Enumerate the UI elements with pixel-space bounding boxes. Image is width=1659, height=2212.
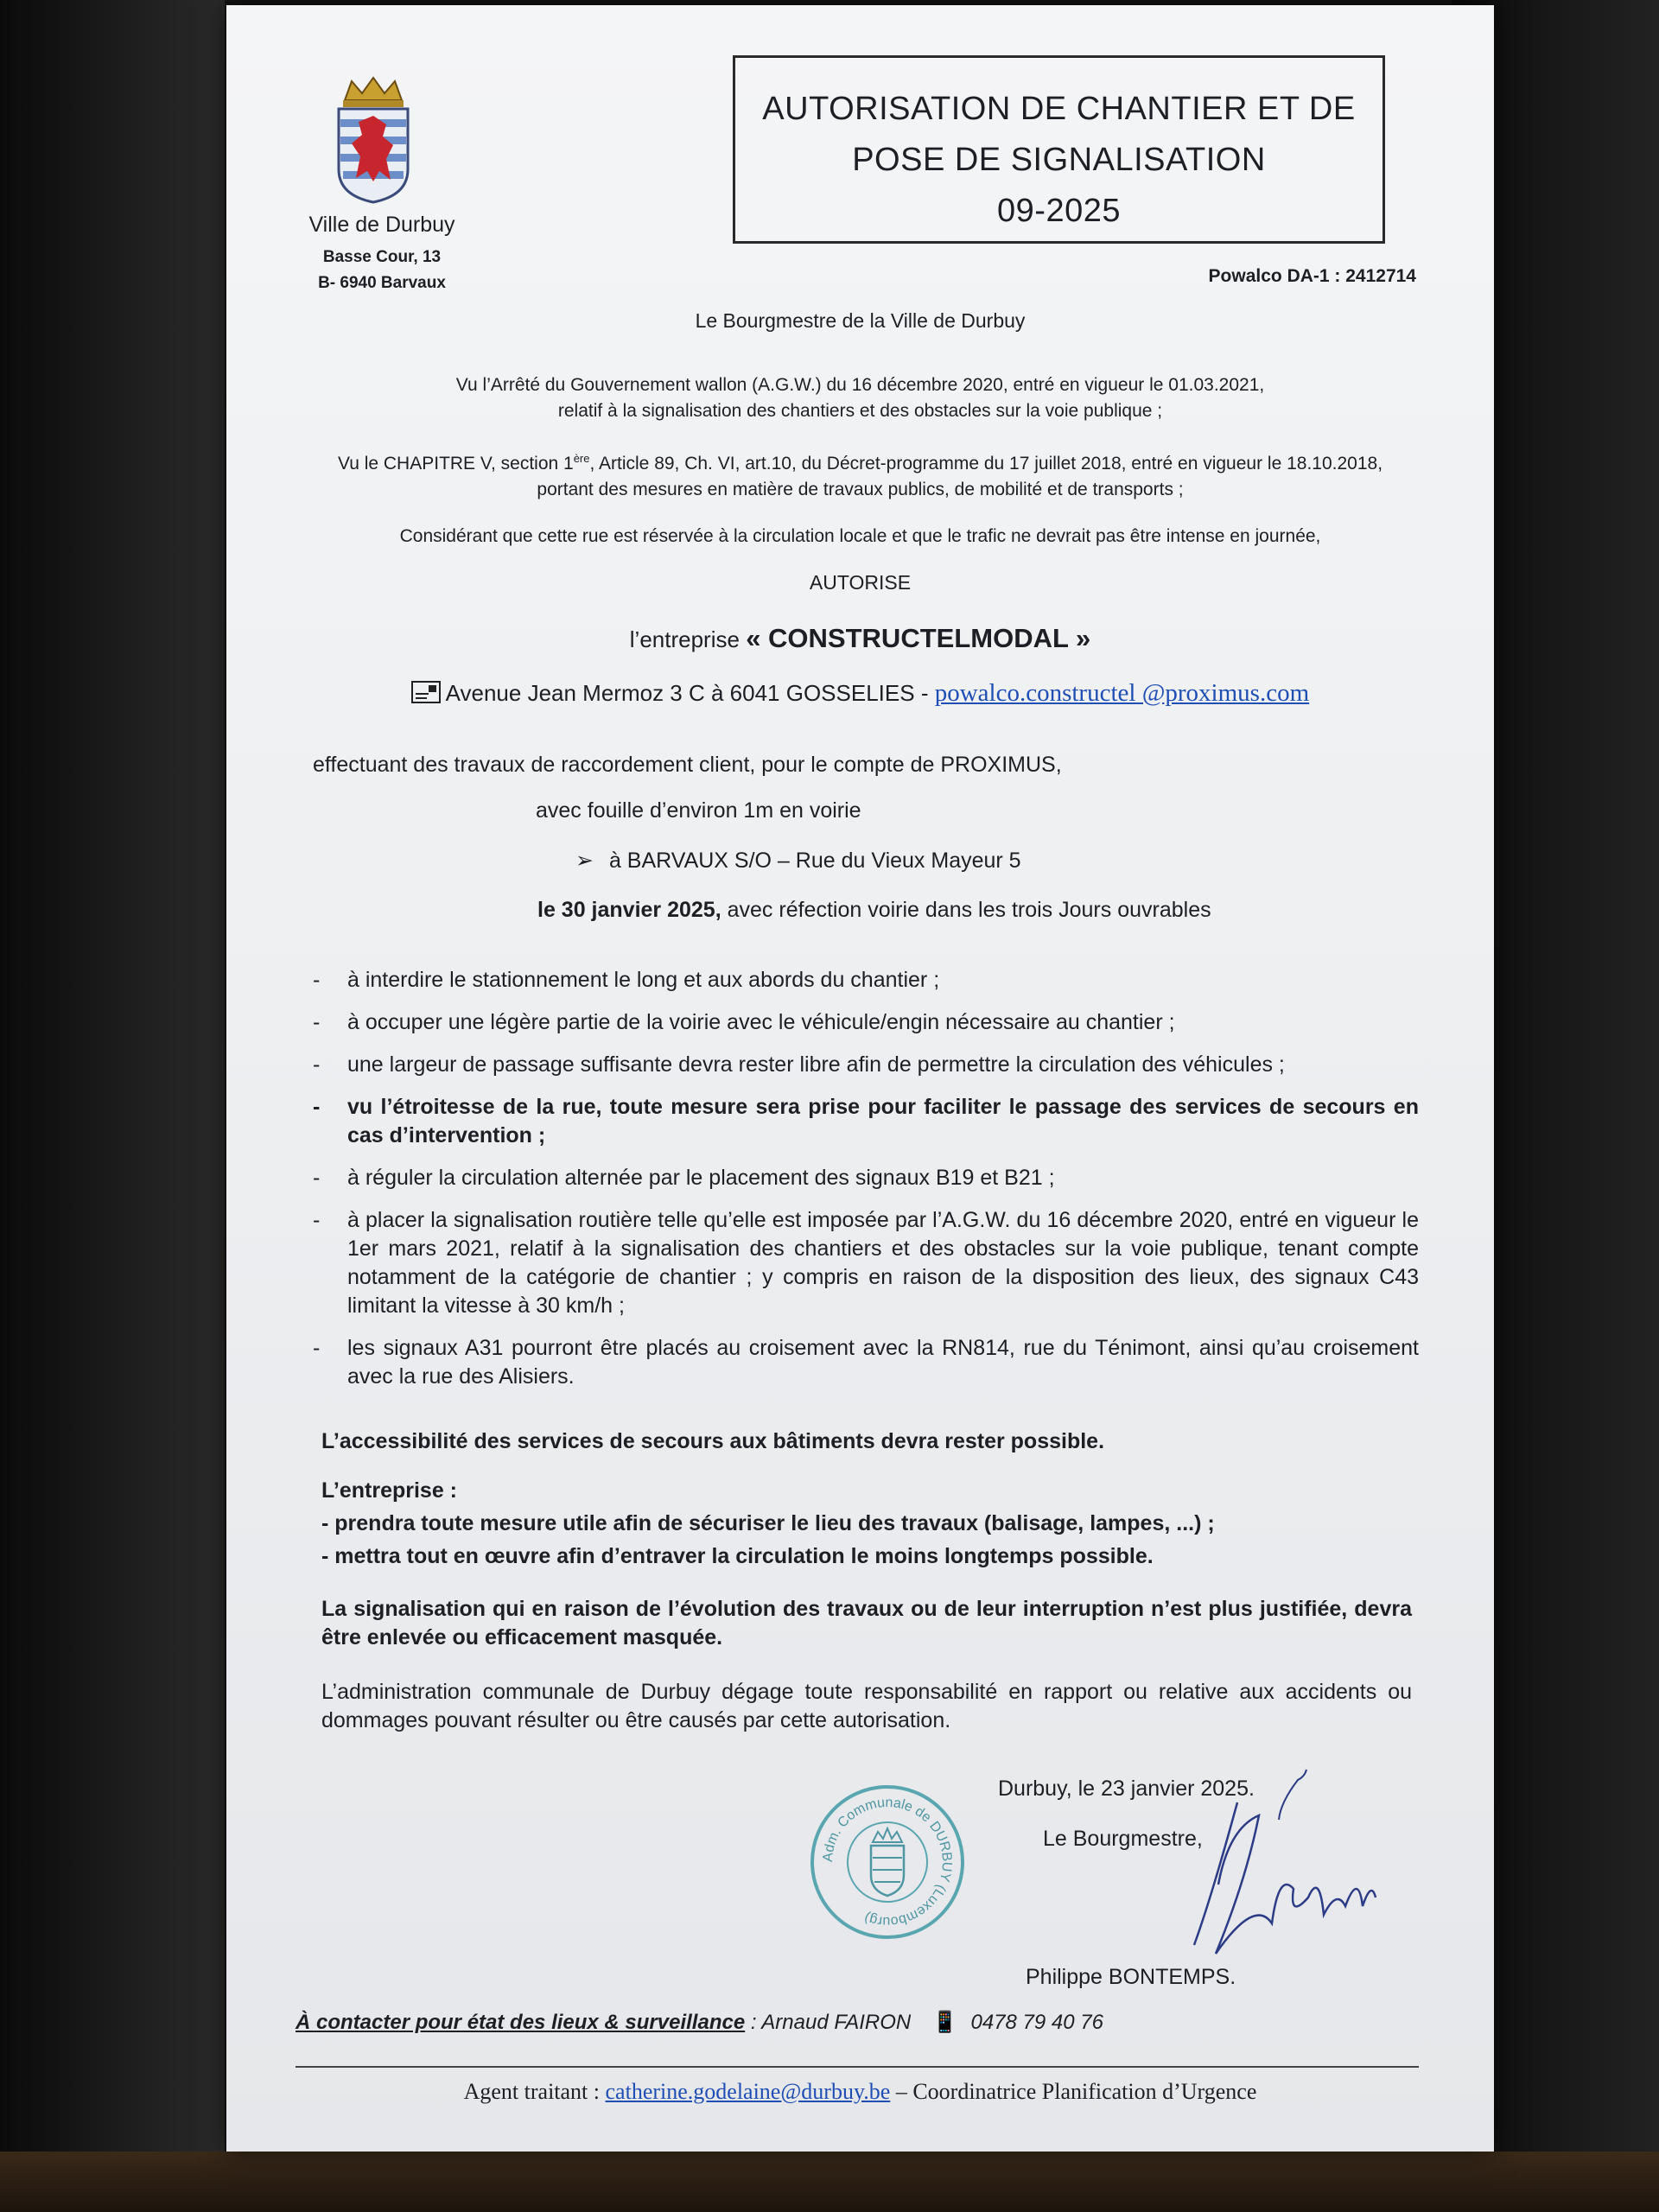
- list-item: [313, 1008, 1419, 1037]
- place-date: Durbuy, le 23 janvier 2025.: [998, 1777, 1255, 1801]
- company-line: [226, 623, 1494, 654]
- contact-phone: 0478 79 40 76: [970, 2011, 1103, 2034]
- document-page: [226, 5, 1494, 2152]
- title-box: [733, 55, 1385, 244]
- arrow-bullet-icon: ➢: [575, 849, 594, 873]
- contact-line: [296, 2010, 1103, 2035]
- authorise-verb: AUTORISE: [809, 571, 912, 594]
- consideration-2-line-1: [226, 446, 1494, 477]
- footer-divider: [296, 2066, 1419, 2068]
- handwritten-signature-icon: [1177, 1768, 1436, 1984]
- signage-note: La signalisation qui en raison de l’évolution des travaux ou de leur interruption n’est plus justifiée, devra être enlevée ou efficacement masquée.: [321, 1597, 1412, 1649]
- condition-text: à interdire le stationnement le long et aux abords du chantier ;: [347, 968, 940, 992]
- contact-person: : Arnaud FAIRON: [745, 2011, 912, 2034]
- consideration-3: Considérant que cette rue est réservée à la circulation locale et que le trafic ne devrait pas être intense en journée,: [399, 526, 1321, 546]
- company-obligation-2: - mettra tout en œuvre afin d’entraver la circulation le moins longtemps possible.: [321, 1544, 1154, 1568]
- accessibility-note: L’accessibilité des services de secours aux bâtiments devra rester possible.: [321, 1429, 1105, 1453]
- company-email-link[interactable]: powalco.constructel @proximus.com: [934, 679, 1310, 707]
- coat-of-arms-icon: [326, 74, 421, 204]
- document-title: [735, 58, 1382, 237]
- agent-email-link[interactable]: catherine.godelaine@durbuy.be: [605, 2079, 891, 2104]
- signatory-name: Philippe BONTEMPS.: [1026, 1965, 1236, 1989]
- list-item: [313, 1051, 1419, 1079]
- condition-text: à réguler la circulation alternée par le placement des signaux B19 et B21 ;: [347, 1166, 1055, 1190]
- authority-line: Le Bourgmestre de la Ville de Durbuy: [695, 309, 1026, 332]
- consideration-2-pre: Vu le CHAPITRE V, section 1: [337, 454, 574, 474]
- company-obligation-1: - prendra toute mesure utile afin de sécuriser le lieu des travaux (balisage, lampes, ...) ;: [321, 1511, 1215, 1535]
- works-location: [575, 848, 1021, 874]
- title-line-1: AUTORISATION DE CHANTIER ET DE: [762, 91, 1356, 127]
- company-address: Avenue Jean Mermoz 3 C à 6041 GOSSELIES: [445, 680, 915, 706]
- company-address-line: [226, 679, 1494, 708]
- photo-frame-left: [0, 0, 225, 2212]
- consideration-2-sup: ère: [573, 452, 590, 465]
- list-item: [313, 1334, 1419, 1391]
- official-stamp: [810, 1785, 964, 1939]
- works-date: [537, 898, 1211, 923]
- powalco-reference: Powalco DA-1 : 2412714: [1208, 266, 1416, 286]
- consideration-1-line-2: relatif à la signalisation des chantiers et des obstacles sur la voie publique ;: [557, 401, 1163, 421]
- consideration-2: [226, 446, 1494, 503]
- consideration-1-line-1: Vu l’Arrêté du Gouvernement wallon (A.G.W.) du 16 décembre 2020, entré en vigueur le 01.03.2021,: [455, 375, 1265, 395]
- works-description: effectuant des travaux de raccordement client, pour le compte de PROXIMUS,: [313, 753, 1062, 777]
- works-excavation: avec fouille d’environ 1m en voirie: [536, 798, 861, 823]
- works-date-rest: avec réfection voirie dans les trois Jours ouvrables: [721, 898, 1211, 922]
- works-date-bold: le 30 janvier 2025,: [537, 898, 721, 922]
- consideration-1: [226, 372, 1494, 424]
- company-name: « CONSTRUCTELMODAL »: [746, 623, 1091, 653]
- address-line-1: Basse Cour, 13: [322, 248, 442, 266]
- condition-text: vu l’étroitesse de la rue, toute mesure sera prise pour faciliter le passage des services de secours en cas d’intervention ;: [347, 1095, 1419, 1147]
- title-line-3: 09-2025: [997, 193, 1121, 229]
- condition-text: une largeur de passage suffisante devra rester libre afin de permettre la circulation des véhicules ;: [347, 1052, 1285, 1077]
- list-item: [313, 1164, 1419, 1192]
- title-line-2: POSE DE SIGNALISATION: [852, 142, 1266, 178]
- agent-role: – Coordinatrice Planification d’Urgence: [890, 2079, 1257, 2104]
- list-item: [313, 1093, 1419, 1150]
- address-line-2: B- 6940 Barvaux: [318, 274, 446, 292]
- svg-text:Adm. Communale de DURBUY (Luxe: [821, 1796, 954, 1929]
- liability-note: L’administration communale de Durbuy dégage toute responsabilité en rapport ou relative aux accidents ou dommages pouvant résulter ou être causés par cette autorisation.: [321, 1680, 1412, 1732]
- city-name: Ville de Durbuy: [308, 213, 455, 237]
- stamp-text: Adm. Communale de DURBUY (Luxembourg): [820, 1795, 955, 1929]
- condition-text: à occuper une légère partie de la voirie avec le véhicule/engin nécessaire au chantier ;: [347, 1010, 1175, 1034]
- location-text: à BARVAUX S/O – Rue du Vieux Mayeur 5: [608, 849, 1021, 873]
- company-obligations-title: L’entreprise :: [321, 1478, 457, 1503]
- photo-frame-bottom: [0, 2152, 1659, 2212]
- conditions-list: [313, 966, 1419, 1405]
- agent-line: [226, 2079, 1494, 2105]
- condition-text: les signaux A31 pourront être placés au croisement avec la RN814, rue du Ténimont, ainsi qu’au croisement avec la rue des Alisiers.: [347, 1336, 1419, 1389]
- condition-text: à placer la signalisation routière telle qu’elle est imposée par l’A.G.W. du 16 décembre 2020, entré en vigueur le 1er mars 2021, relatif à la signalisation des chantiers et des obstacles sur la voie publique, tenant compte notamment de la catégorie de chantier ; y compris en raison de la disposition des lieux, des signaux C43 limitant la vitesse à 30 km/h ;: [347, 1208, 1419, 1318]
- city-address: [278, 245, 486, 296]
- company-prefix: l’entreprise: [629, 626, 740, 652]
- stamp-emblem-icon: [814, 1789, 961, 1936]
- phone-icon: 📱: [931, 2011, 958, 2034]
- address-separator: -: [920, 680, 929, 706]
- company-obligations: [321, 1474, 1215, 1573]
- consideration-2-post: , Article 89, Ch. VI, art.10, du Décret-programme du 17 juillet 2018, entré en vigueur le 18.10.2018,: [589, 454, 1383, 474]
- signatory-role: Le Bourgmestre,: [1043, 1827, 1203, 1851]
- agent-label: Agent traitant :: [463, 2079, 606, 2104]
- contact-label: À contacter pour état des lieux & surveillance: [296, 2011, 746, 2034]
- mail-icon: [411, 680, 441, 704]
- consideration-2-line-2: portant des mesures en matière de travaux publics, de mobilité et de transports ;: [537, 480, 1184, 499]
- list-item: [313, 966, 1419, 995]
- list-item: [313, 1206, 1419, 1320]
